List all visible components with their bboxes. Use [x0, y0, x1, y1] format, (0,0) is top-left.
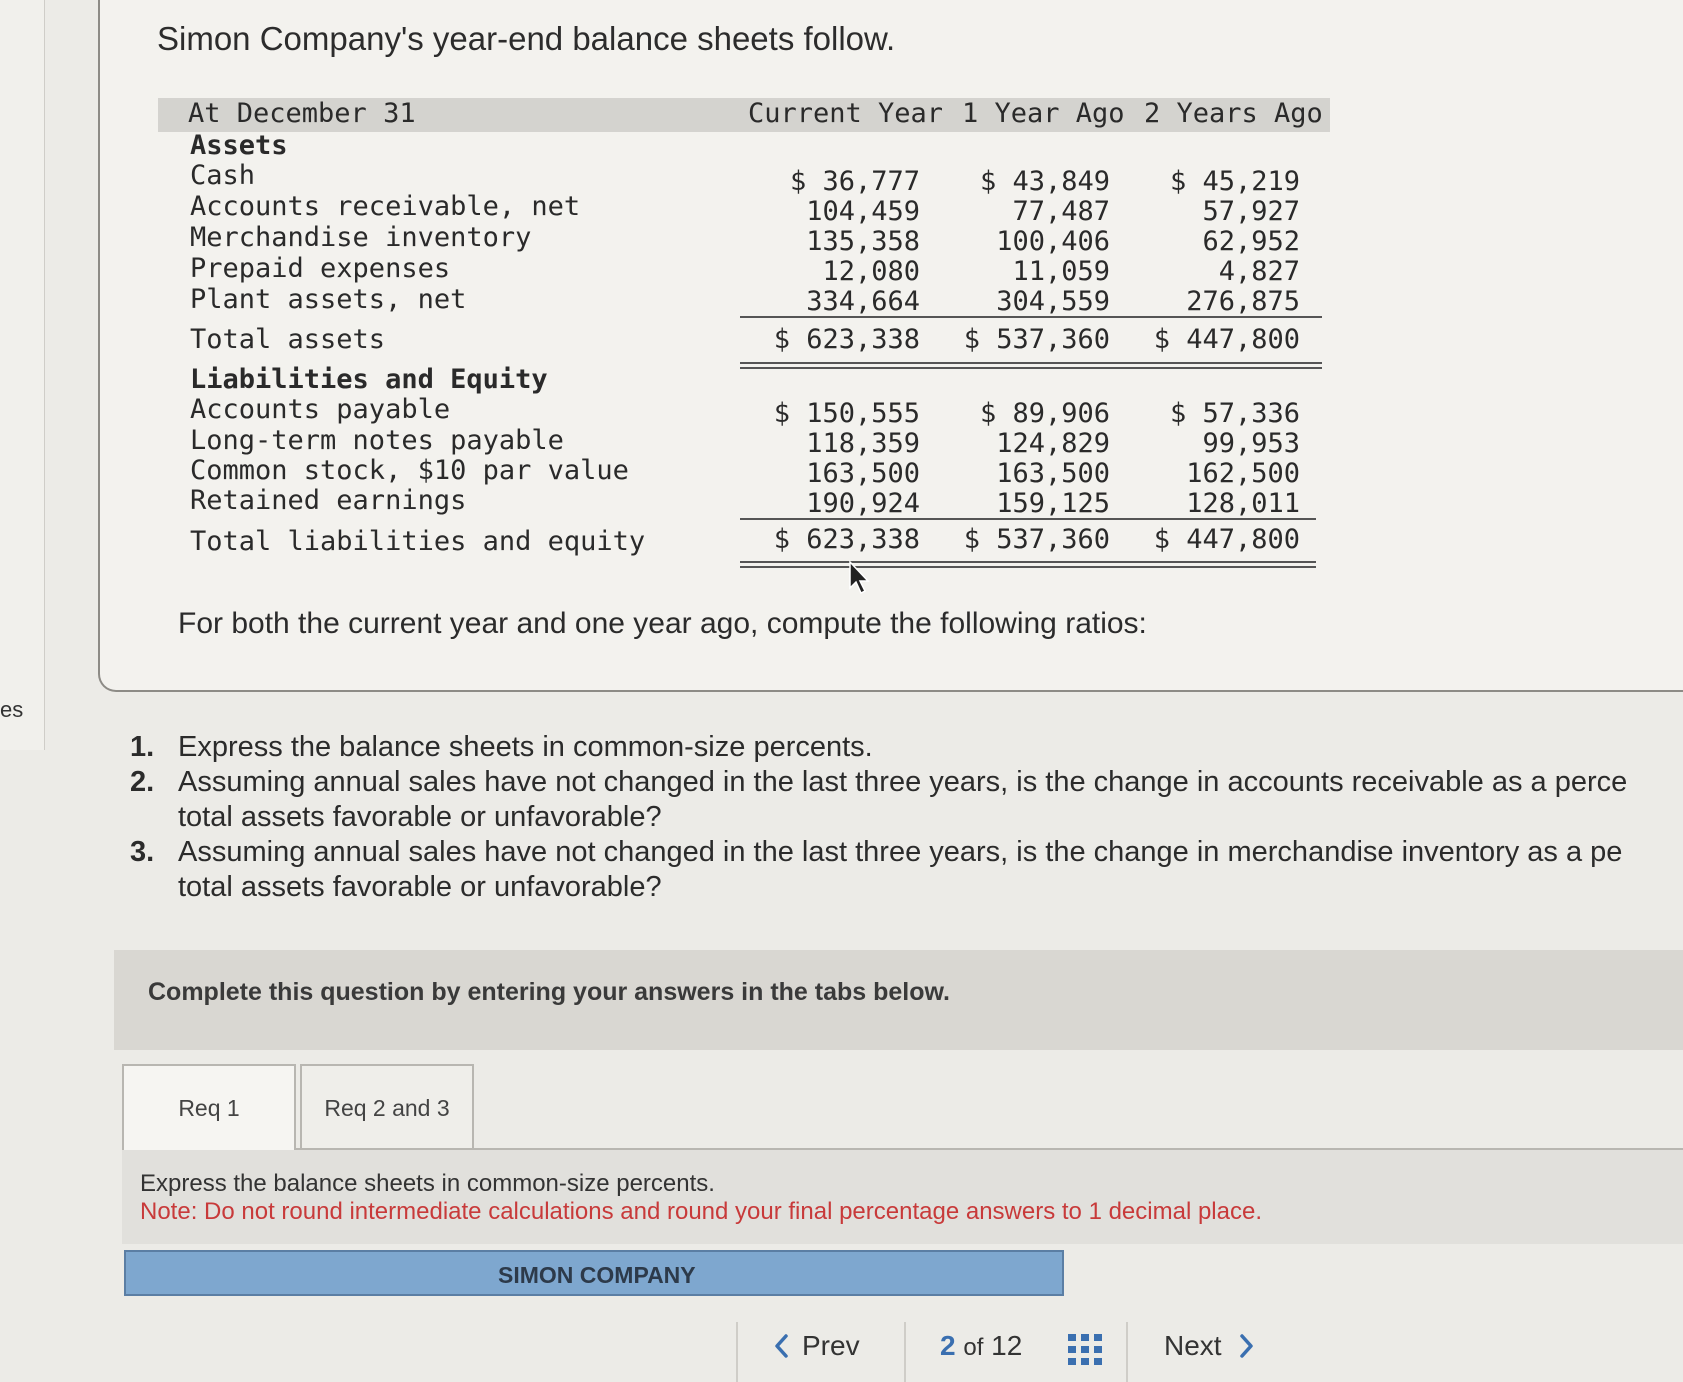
retained-2yr: 128,011 — [1186, 488, 1300, 519]
header-current-year: Current Year — [748, 98, 944, 129]
notes-current: 118,359 — [806, 428, 920, 459]
list-item-text-continued: total assets favorable or unfavorable? — [178, 871, 662, 903]
left-sidebar-strip — [0, 0, 45, 750]
row-label-total-assets: Total assets — [190, 324, 386, 355]
list-item — [130, 835, 1683, 905]
ar-current: 104,459 — [806, 196, 920, 227]
page-current: 2 — [940, 1330, 956, 1361]
notes-1yr: 124,829 — [996, 428, 1110, 459]
prev-button[interactable] — [772, 1330, 860, 1362]
complete-instructions: Complete this question by entering your answers in the tabs below. — [148, 978, 950, 1006]
mouse-cursor-icon — [848, 560, 872, 596]
tab-instructions — [122, 1150, 1683, 1244]
next-button[interactable] — [1164, 1330, 1256, 1362]
assets-heading: Assets — [190, 130, 288, 161]
retained-1yr: 159,125 — [996, 488, 1110, 519]
next-label: Next — [1164, 1330, 1222, 1361]
tab-label: Req 1 — [178, 1094, 240, 1121]
liabilities-heading: Liabilities and Equity — [190, 364, 548, 395]
row-label-cash: Cash — [190, 160, 256, 191]
stock-1yr: 163,500 — [996, 458, 1110, 489]
instruction-text: Express the balance sheets in common-size percents. — [140, 1170, 715, 1197]
row-label-inventory: Merchandise inventory — [190, 222, 532, 253]
chevron-left-icon — [772, 1333, 790, 1359]
subtotal-rule-liabilities — [740, 518, 1316, 520]
notes-2yr: 99,953 — [1202, 428, 1300, 459]
inventory-1yr: 100,406 — [996, 226, 1110, 257]
tab-req-1[interactable] — [122, 1064, 296, 1150]
nav-divider — [736, 1322, 738, 1382]
header-1-year-ago: 1 Year Ago — [962, 98, 1125, 129]
tab-req-2-and-3[interactable] — [300, 1064, 474, 1150]
row-label-plant: Plant assets, net — [190, 284, 467, 315]
row-label-common-stock: Common stock, $10 par value — [190, 455, 629, 486]
total-assets-2yr: $ 447,800 — [1153, 324, 1300, 355]
ar-2yr: 57,927 — [1202, 196, 1300, 227]
total-assets-current: $ 623,338 — [773, 324, 920, 355]
header-label: At December 31 — [188, 98, 416, 129]
company-header-bar — [124, 1250, 1064, 1296]
nav-divider — [904, 1322, 906, 1382]
instructions-band — [114, 950, 1683, 1050]
list-item — [130, 765, 1683, 835]
inventory-2yr: 62,952 — [1202, 226, 1300, 257]
grid-menu-button[interactable] — [1068, 1334, 1102, 1373]
row-label-notes: Long-term notes payable — [190, 425, 564, 456]
question-title: Simon Company's year-end balance sheets follow. — [157, 20, 896, 57]
plant-1yr: 304,559 — [996, 286, 1110, 317]
row-label-total-liabilities: Total liabilities and equity — [190, 526, 646, 557]
list-item-text-continued: total assets favorable or unfavorable? — [178, 801, 662, 833]
retained-current: 190,924 — [806, 488, 920, 519]
chevron-right-icon — [1238, 1333, 1256, 1359]
page-of: of — [963, 1334, 984, 1361]
row-label-ar: Accounts receivable, net — [190, 191, 581, 222]
tab-label: Req 2 and 3 — [324, 1094, 450, 1121]
rounding-note: Note: Do not round intermediate calculations and round your final percentage answers to 1 decimal place. — [140, 1198, 1262, 1225]
stock-current: 163,500 — [806, 458, 920, 489]
ratio-prompt: For both the current year and one year ago, compute the following ratios: — [178, 607, 1147, 640]
row-label-prepaid: Prepaid expenses — [190, 253, 451, 284]
list-item-text: Express the balance sheets in common-size percents. — [178, 731, 873, 763]
stock-2yr: 162,500 — [1186, 458, 1300, 489]
prepaid-current: 12,080 — [822, 256, 920, 287]
company-name: SIMON COMPANY — [498, 1262, 696, 1288]
ap-2yr: $ 57,336 — [1169, 398, 1300, 429]
row-label-retained: Retained earnings — [190, 485, 467, 516]
total-assets-1yr: $ 537,360 — [963, 324, 1110, 355]
double-rule-assets-2 — [740, 367, 1322, 369]
nav-divider — [1126, 1322, 1128, 1382]
ar-1yr: 77,487 — [1012, 196, 1110, 227]
cash-current: $ 36,777 — [789, 166, 920, 197]
plant-current: 334,664 — [806, 286, 920, 317]
inventory-current: 135,358 — [806, 226, 920, 257]
page-total: 12 — [991, 1330, 1023, 1361]
total-liabilities-current: $ 623,338 — [773, 524, 920, 555]
sidebar-label: es — [0, 697, 24, 722]
list-item-number: 3. — [130, 836, 155, 868]
page-indicator — [940, 1330, 1022, 1362]
ap-current: $ 150,555 — [773, 398, 920, 429]
grid-icon — [1068, 1334, 1102, 1366]
double-rule-assets-1 — [740, 362, 1322, 364]
prev-label: Prev — [802, 1330, 860, 1361]
prepaid-1yr: 11,059 — [1012, 256, 1110, 287]
cash-1yr: $ 43,849 — [979, 166, 1110, 197]
cash-2yr: $ 45,219 — [1169, 166, 1300, 197]
header-2-years-ago: 2 Years Ago — [1144, 98, 1323, 129]
ap-1yr: $ 89,906 — [979, 398, 1110, 429]
question-list — [130, 730, 1683, 905]
total-liabilities-2yr: $ 447,800 — [1153, 524, 1300, 555]
list-item-number: 1. — [130, 731, 155, 763]
list-item-number: 2. — [130, 766, 155, 798]
subtotal-rule-assets — [740, 316, 1322, 318]
row-label-ap: Accounts payable — [190, 394, 451, 425]
list-item-text: Assuming annual sales have not changed in the last three years, is the change in merchandise inventory as a pe — [178, 836, 1623, 868]
double-rule-liabilities-2 — [740, 566, 1316, 568]
double-rule-liabilities-1 — [740, 561, 1316, 563]
prepaid-2yr: 4,827 — [1218, 256, 1300, 287]
list-item — [130, 730, 1683, 765]
total-liabilities-1yr: $ 537,360 — [963, 524, 1110, 555]
plant-2yr: 276,875 — [1186, 286, 1300, 317]
list-item-text: Assuming annual sales have not changed in the last three years, is the change in accounts receivable as a perce — [178, 766, 1628, 798]
